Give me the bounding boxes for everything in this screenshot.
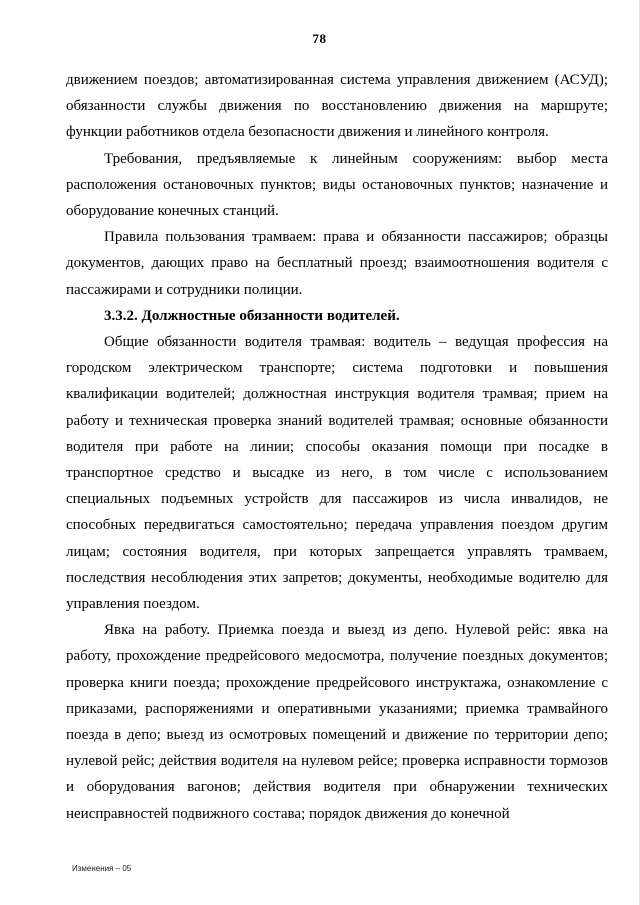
footer-revision: Изменения – 05 xyxy=(72,864,132,873)
page-number: 78 xyxy=(312,31,327,46)
section-heading: 3.3.2. Должностные обязанности водителей. xyxy=(104,307,400,324)
paragraph-general-duties: Общие обязанности водителя трамвая: водитель – ведущая профессия на городском электрическом транспорте; система подготовки и повышения квалификации водителей; должностная инструкция водителя трамвая; прием на работу и техническая проверка знаний водителей трамвая; основные обязанности водителя при работе на линии; способы оказания помощи при посадке в транспортное средство и высадке из него, в том числе с использованием специальных подъемных устройств для пассажиров из числа инвалидов, не способных передвигаться самостоятельно; передача управления поездом другим лицам; состояния водителя, при которых запрещается управлять трамваем, последствия несоблюдения этих запретов; документы, необходимые водителю для управления поездом. xyxy=(66,334,608,613)
paragraph-tram-rules: Правила пользования трамваем: права и обязанности пассажиров; образцы документов, дающих право на бесплатный проезд; взаимоотношения водителя с пассажирами и сотрудники полиции. xyxy=(66,229,608,298)
page-body xyxy=(66,67,608,827)
paragraph-requirements: Требования, предъявляемые к линейным сооружениям: выбор места расположения остановочных пунктов; виды остановочных пунктов; назначение и оборудование конечных станций. xyxy=(66,150,608,220)
paragraph-reporting-to-work: Явка на работу. Приемка поезда и выезд из депо. Нулевой рейс: явка на работу, прохождение предрейсового медосмотра, получение поездных документов; проверка книги поезда; прохождение предрейсового инструктажа, ознакомление с приказами, распоряжениями и оперативными указаниями; приемка трамвайного поезда в депо; выезд из осмотровых помещений и движение по территории депо; нулевой рейс; действия водителя на нулевом рейсе; проверка исправности тормозов и оборудования вагонов; действия водителя при обнаружении технических неисправностей подвижного состава; порядок движения до конечной xyxy=(66,622,608,822)
paragraph-continuation: движением поездов; автоматизированная система управления движением (АСУД); обязанности службы движения по восстановлению движения на маршруте; функции работников отдела безопасности движения и линейного контроля. xyxy=(66,72,608,141)
